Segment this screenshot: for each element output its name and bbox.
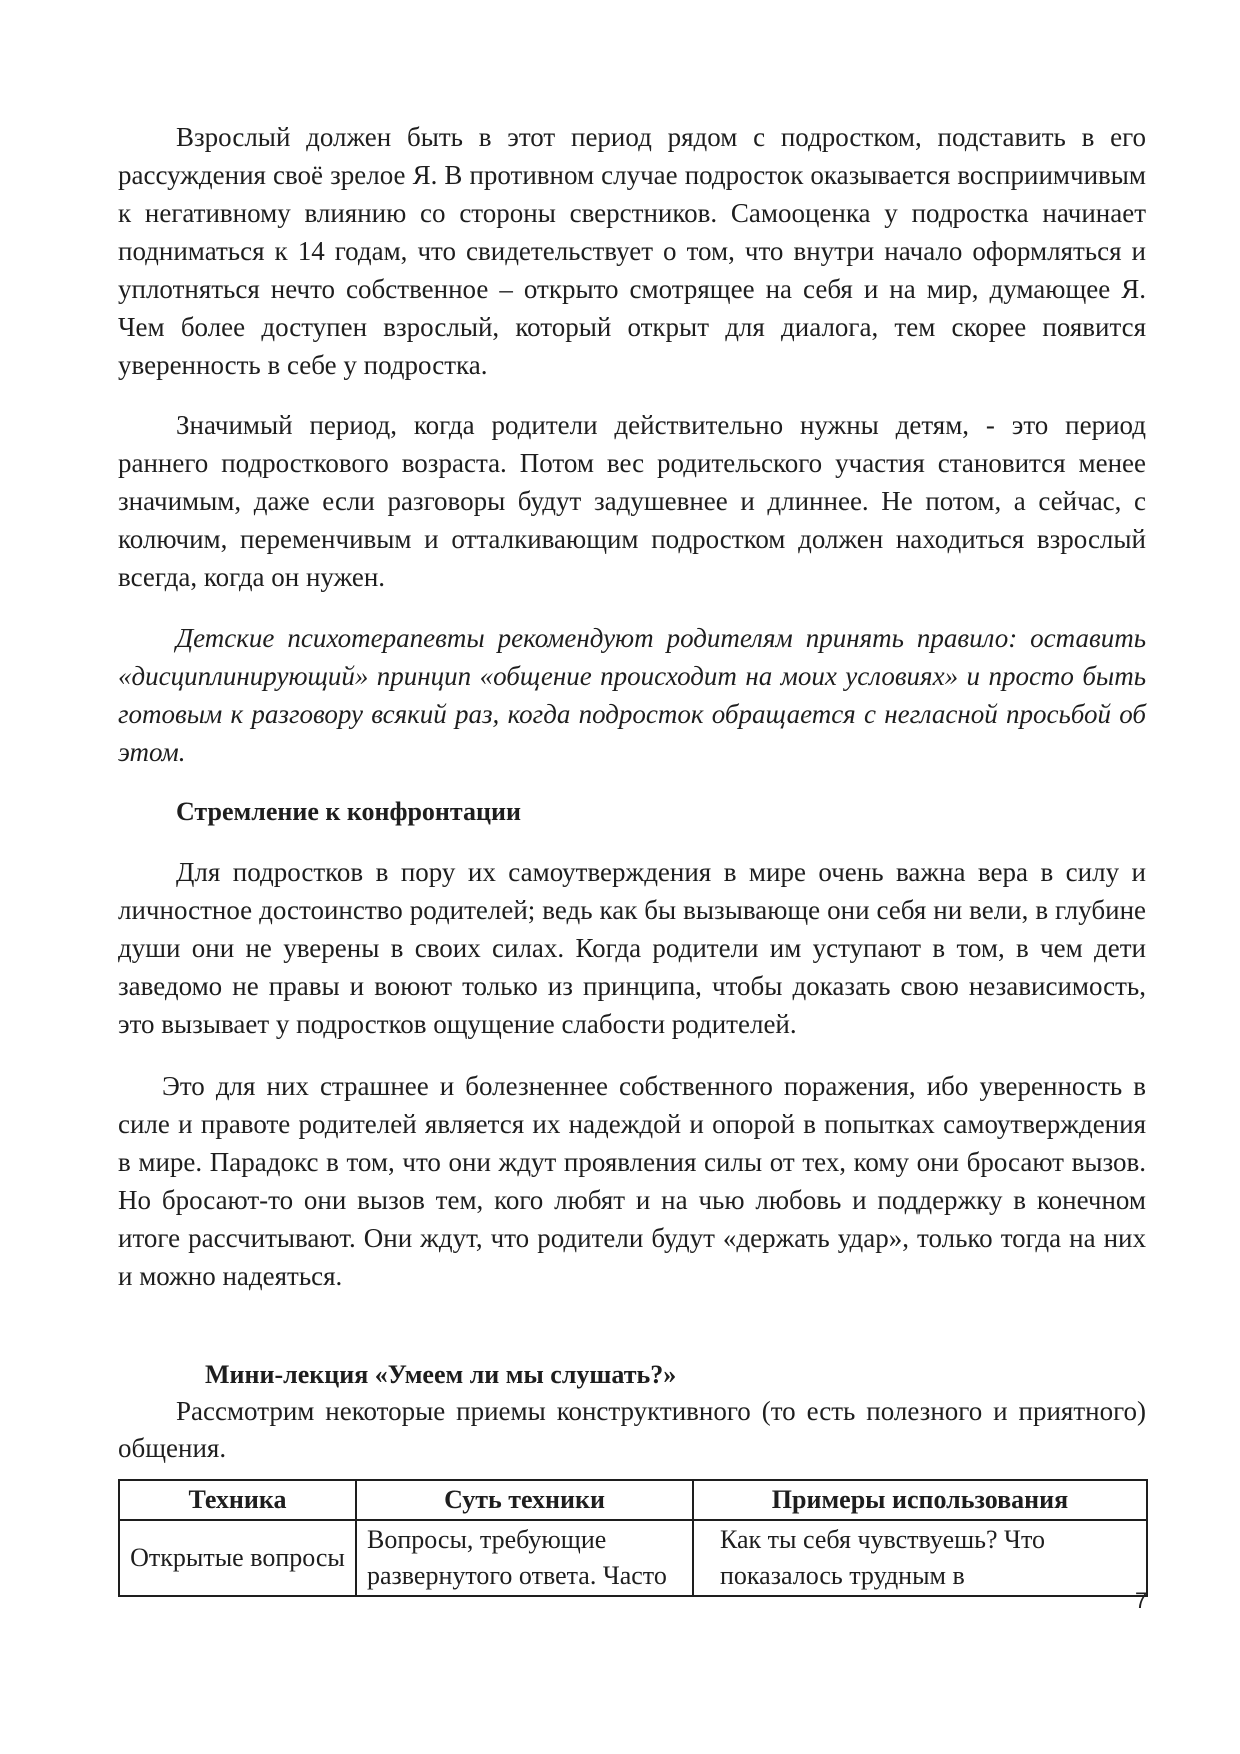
paragraph-psychotherapists-advice: Детские психотерапевты рекомендуют родителям принять правило: оставить «дисциплинирующий» принцип «общение происходит на моих условиях» и просто быть готовым к разговору всякий раз, когда подросток обращается с негласной просьбой об этом. <box>118 623 1146 767</box>
cell-examples <box>693 1520 1147 1596</box>
page-number: 7 <box>1135 1588 1148 1613</box>
cell-essence <box>356 1520 693 1596</box>
column-header-essence: Суть техники <box>356 1480 693 1520</box>
techniques-table <box>118 1479 1148 1597</box>
paragraph-significant-period: Значимый период, когда родители действительно нужны детям, - это период раннего подросткового возраста. Потом вес родительского участия становится менее значимым, даже если разговоры будут задушевнее и длиннее. Не потом, а сейчас, с колючим, переменчивым и отталкивающим подростком должен находиться взрослый всегда, когда он нужен. <box>118 410 1146 592</box>
heading-confrontation: Стремление к конфронтации <box>176 797 521 826</box>
table-header-row <box>119 1480 1147 1520</box>
paragraph-paradox: Это для них страшнее и болезненнее собственного поражения, ибо уверенность в силе и правоте родителей является их надеждой и опорой в попытках самоутверждения в мире. Парадокс в том, что они ждут проявления силы от тех, кому они бросают вызов. Но бросают-то они вызов тем, кого любят и на чью любовь и поддержку в конечном итоге рассчитывают. Они ждут, что родители будут «держать удар», только тогда на них и можно надеяться. <box>118 1071 1146 1291</box>
column-header-examples: Примеры использования <box>693 1480 1147 1520</box>
cell-essence-text: Вопросы, требующие развернутого ответа. Часто <box>367 1525 667 1590</box>
paragraph-self-affirmation: Для подростков в пору их самоутверждения в мире очень важна вера в силу и личностное достоинство родителей; ведь как бы вызывающе они себя ни вели, в глубине души они не уверены в своих силах. Когда родители им уступают в том, в чем дети заведомо не правы и воюют только из принципа, чтобы доказать свою независимость, это вызывает у подростков ощущение слабости родителей. <box>118 857 1146 1039</box>
cell-technique <box>119 1520 356 1596</box>
column-header-technique: Техника <box>119 1480 356 1520</box>
cell-examples-text: Как ты себя чувствуешь? Что показалось трудным в <box>720 1525 1045 1590</box>
paragraph-adult-presence: Взрослый должен быть в этот период рядом с подростком, подставить в его рассуждения своё зрелое Я. В противном случае подросток оказывается восприимчивым к негативному влиянию со стороны сверстников. Самооценка у подростка начинает подниматься к 14 годам, что свидетельствует о том, что внутри начало оформляться и уплотняться нечто собственное – открыто смотрящее на себя и на мир, думающее Я. Чем более доступен взрослый, который открыт для диалога, тем скорее появится уверенность в себе у подростка. <box>118 122 1146 380</box>
paragraph-techniques-intro: Рассмотрим некоторые приемы конструктивного (то есть полезного и приятного) общения. <box>118 1396 1146 1463</box>
heading-mini-lecture: Мини-лекция «Умеем ли мы слушать?» <box>205 1360 677 1389</box>
table-row <box>119 1520 1147 1596</box>
cell-technique-text: Открытые вопросы <box>130 1543 345 1572</box>
